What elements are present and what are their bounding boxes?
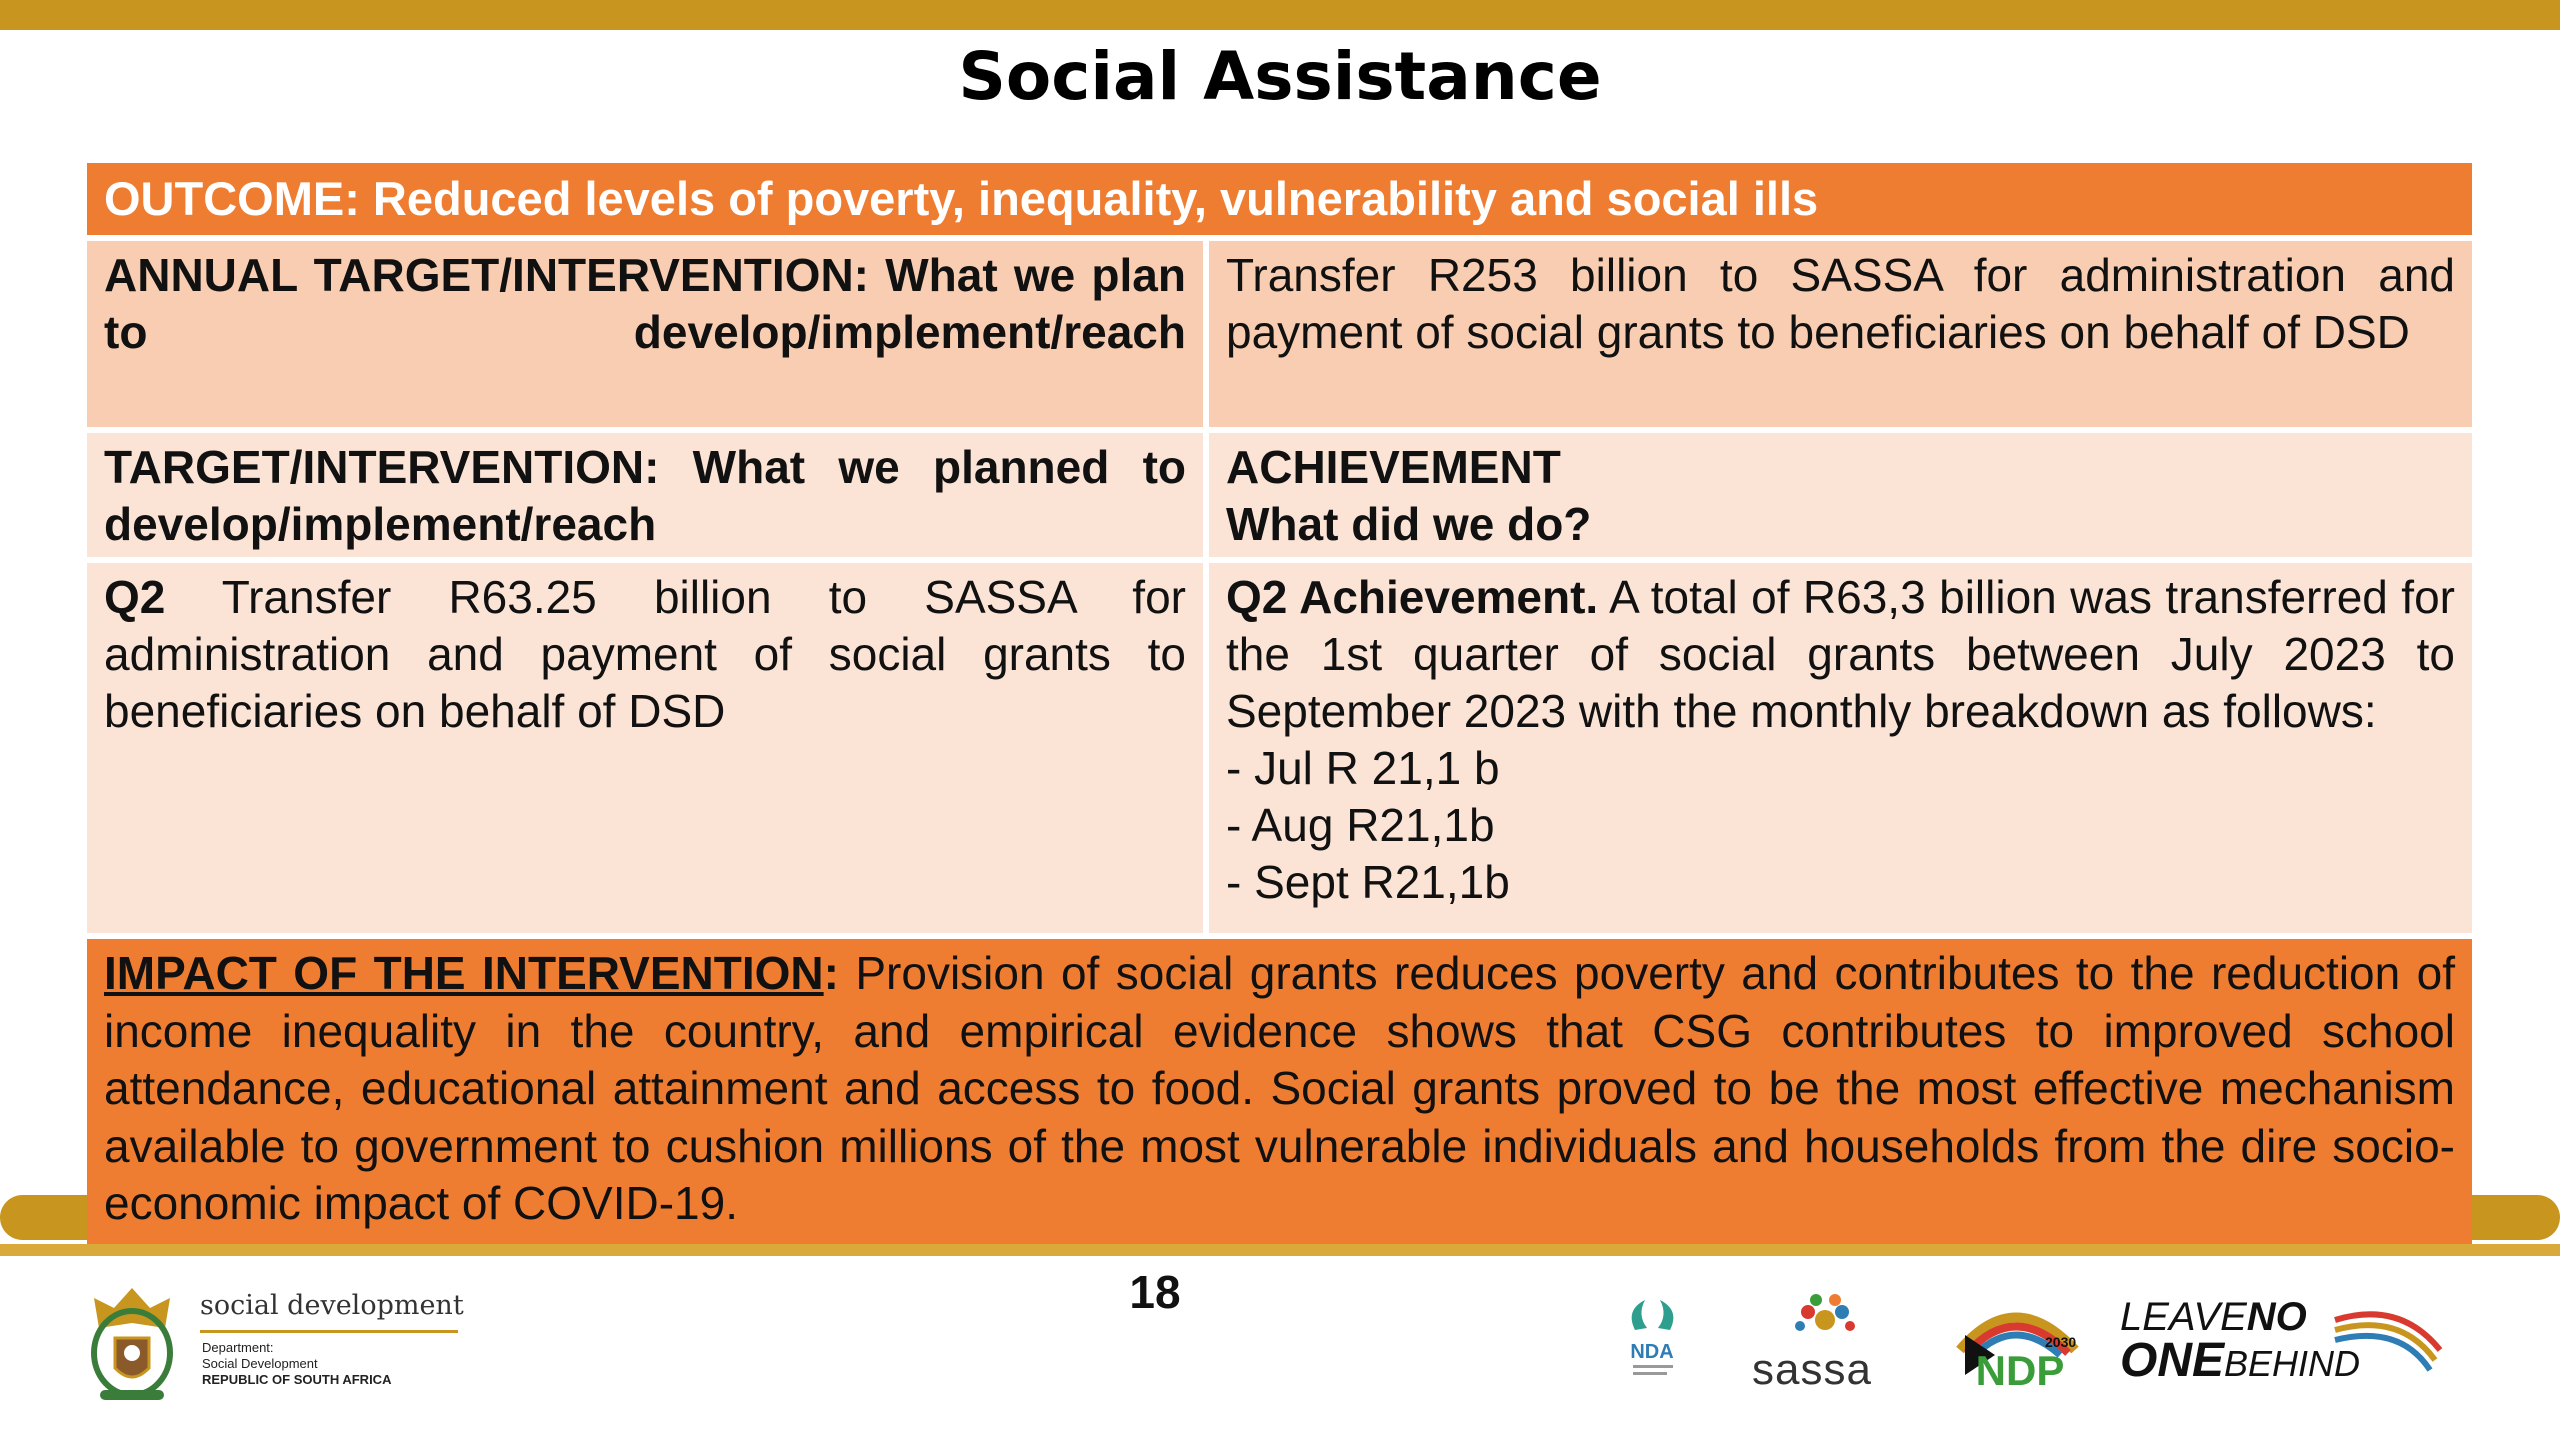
breakdown-item-aug: - Aug R21,1b: [1226, 799, 1495, 851]
q2-achievement-cell: [1209, 563, 2472, 933]
bottom-gold-line: [0, 1244, 2560, 1256]
breakdown-item-jul: - Jul R 21,1 b: [1226, 742, 1500, 794]
q2-achievement-prefix: Q2 Achievement.: [1226, 571, 1599, 623]
top-gold-bar: [0, 0, 2560, 30]
ndp-year-text: 2030: [2045, 1334, 2077, 1350]
ndp-2030-logo-icon: [1955, 1295, 2080, 1390]
lnob-swoosh-icon: [2330, 1300, 2450, 1380]
lnob-one: ONE: [2120, 1334, 2225, 1387]
q2-target-cell: [87, 563, 1203, 933]
impact-heading: IMPACT OF THE INTERVENTION: [104, 947, 824, 999]
breakdown-item-sept: - Sept R21,1b: [1226, 856, 1510, 908]
q2-row: [87, 563, 2472, 933]
coat-of-arms-icon: [70, 1278, 195, 1408]
annual-target-row: [87, 241, 2472, 427]
dsd-rule: [200, 1330, 458, 1333]
target-label: TARGET/INTERVENTION: What we planned to develop/implement/reach: [87, 433, 1203, 557]
right-gold-swoosh: [2472, 1195, 2560, 1240]
annual-target-value: Transfer R253 billion to SASSA for administration and payment of social grants to beneficiaries on behalf of DSD: [1209, 241, 2472, 427]
q2-target-text: Transfer R63.25 billion to SASSA for administration and payment of social grants to beneficiaries on behalf of DSD: [104, 571, 1186, 737]
q2-target-prefix: Q2: [104, 571, 166, 623]
dsd-sub-rsa: REPUBLIC OF SOUTH AFRICA: [202, 1372, 392, 1387]
annual-target-label: ANNUAL TARGET/INTERVENTION: What we plan to develop/implement/reach: [87, 241, 1203, 427]
dsd-subtitle: [202, 1340, 391, 1388]
impact-colon: :: [823, 947, 839, 999]
slide-title: Social Assistance: [958, 38, 1602, 115]
sassa-logo-text: sassa: [1752, 1345, 1872, 1394]
achievement-label-cell: [1209, 433, 2472, 557]
lnob-behind: BEHIND: [2224, 1343, 2361, 1384]
results-table: [87, 163, 2472, 1244]
lnob-no: NO: [2246, 1295, 2307, 1339]
achievement-label: ACHIEVEMENT: [1226, 441, 1561, 493]
leave-no-one-behind-logo: [2120, 1295, 2360, 1386]
nda-logo-text: NDA: [1630, 1341, 1674, 1363]
dsd-sub-social-development: Social Development: [202, 1356, 318, 1371]
nda-logo-icon: [1615, 1290, 1690, 1400]
dsd-sub-department: Department:: [202, 1340, 274, 1355]
ndp-logo-text: NDP: [1975, 1347, 2065, 1390]
dsd-name: social development: [200, 1290, 464, 1321]
achievement-question: What did we do?: [1226, 498, 1592, 550]
outcome-header: OUTCOME: Reduced levels of poverty, inequality, vulnerability and social ills: [87, 163, 2472, 235]
target-achievement-header-row: [87, 433, 2472, 557]
q2-achievement-text: A total of R63,3 billion was transferred for the 1st quarter of social grants between July 2023 to September 2023 with the monthly breakdown as follows:: [1226, 571, 2455, 737]
impact-text: Provision of social grants reduces poverty and contributes to the reduction of income inequality in the country, and empirical evidence shows that CSG contributes to improved school attendance, educational attainment and access to food. Social grants proved to be the most effective mechanism available to government to cushion millions of the most vulnerable individuals and households from the dire socio-economic impact of COVID-19.: [104, 947, 2455, 1229]
impact-section: [87, 939, 2472, 1244]
page-number: 18: [1129, 1266, 1181, 1318]
sassa-logo-icon: [1780, 1290, 1870, 1350]
lnob-leave: LEAVE: [2120, 1295, 2247, 1339]
left-gold-swoosh: [0, 1195, 87, 1240]
